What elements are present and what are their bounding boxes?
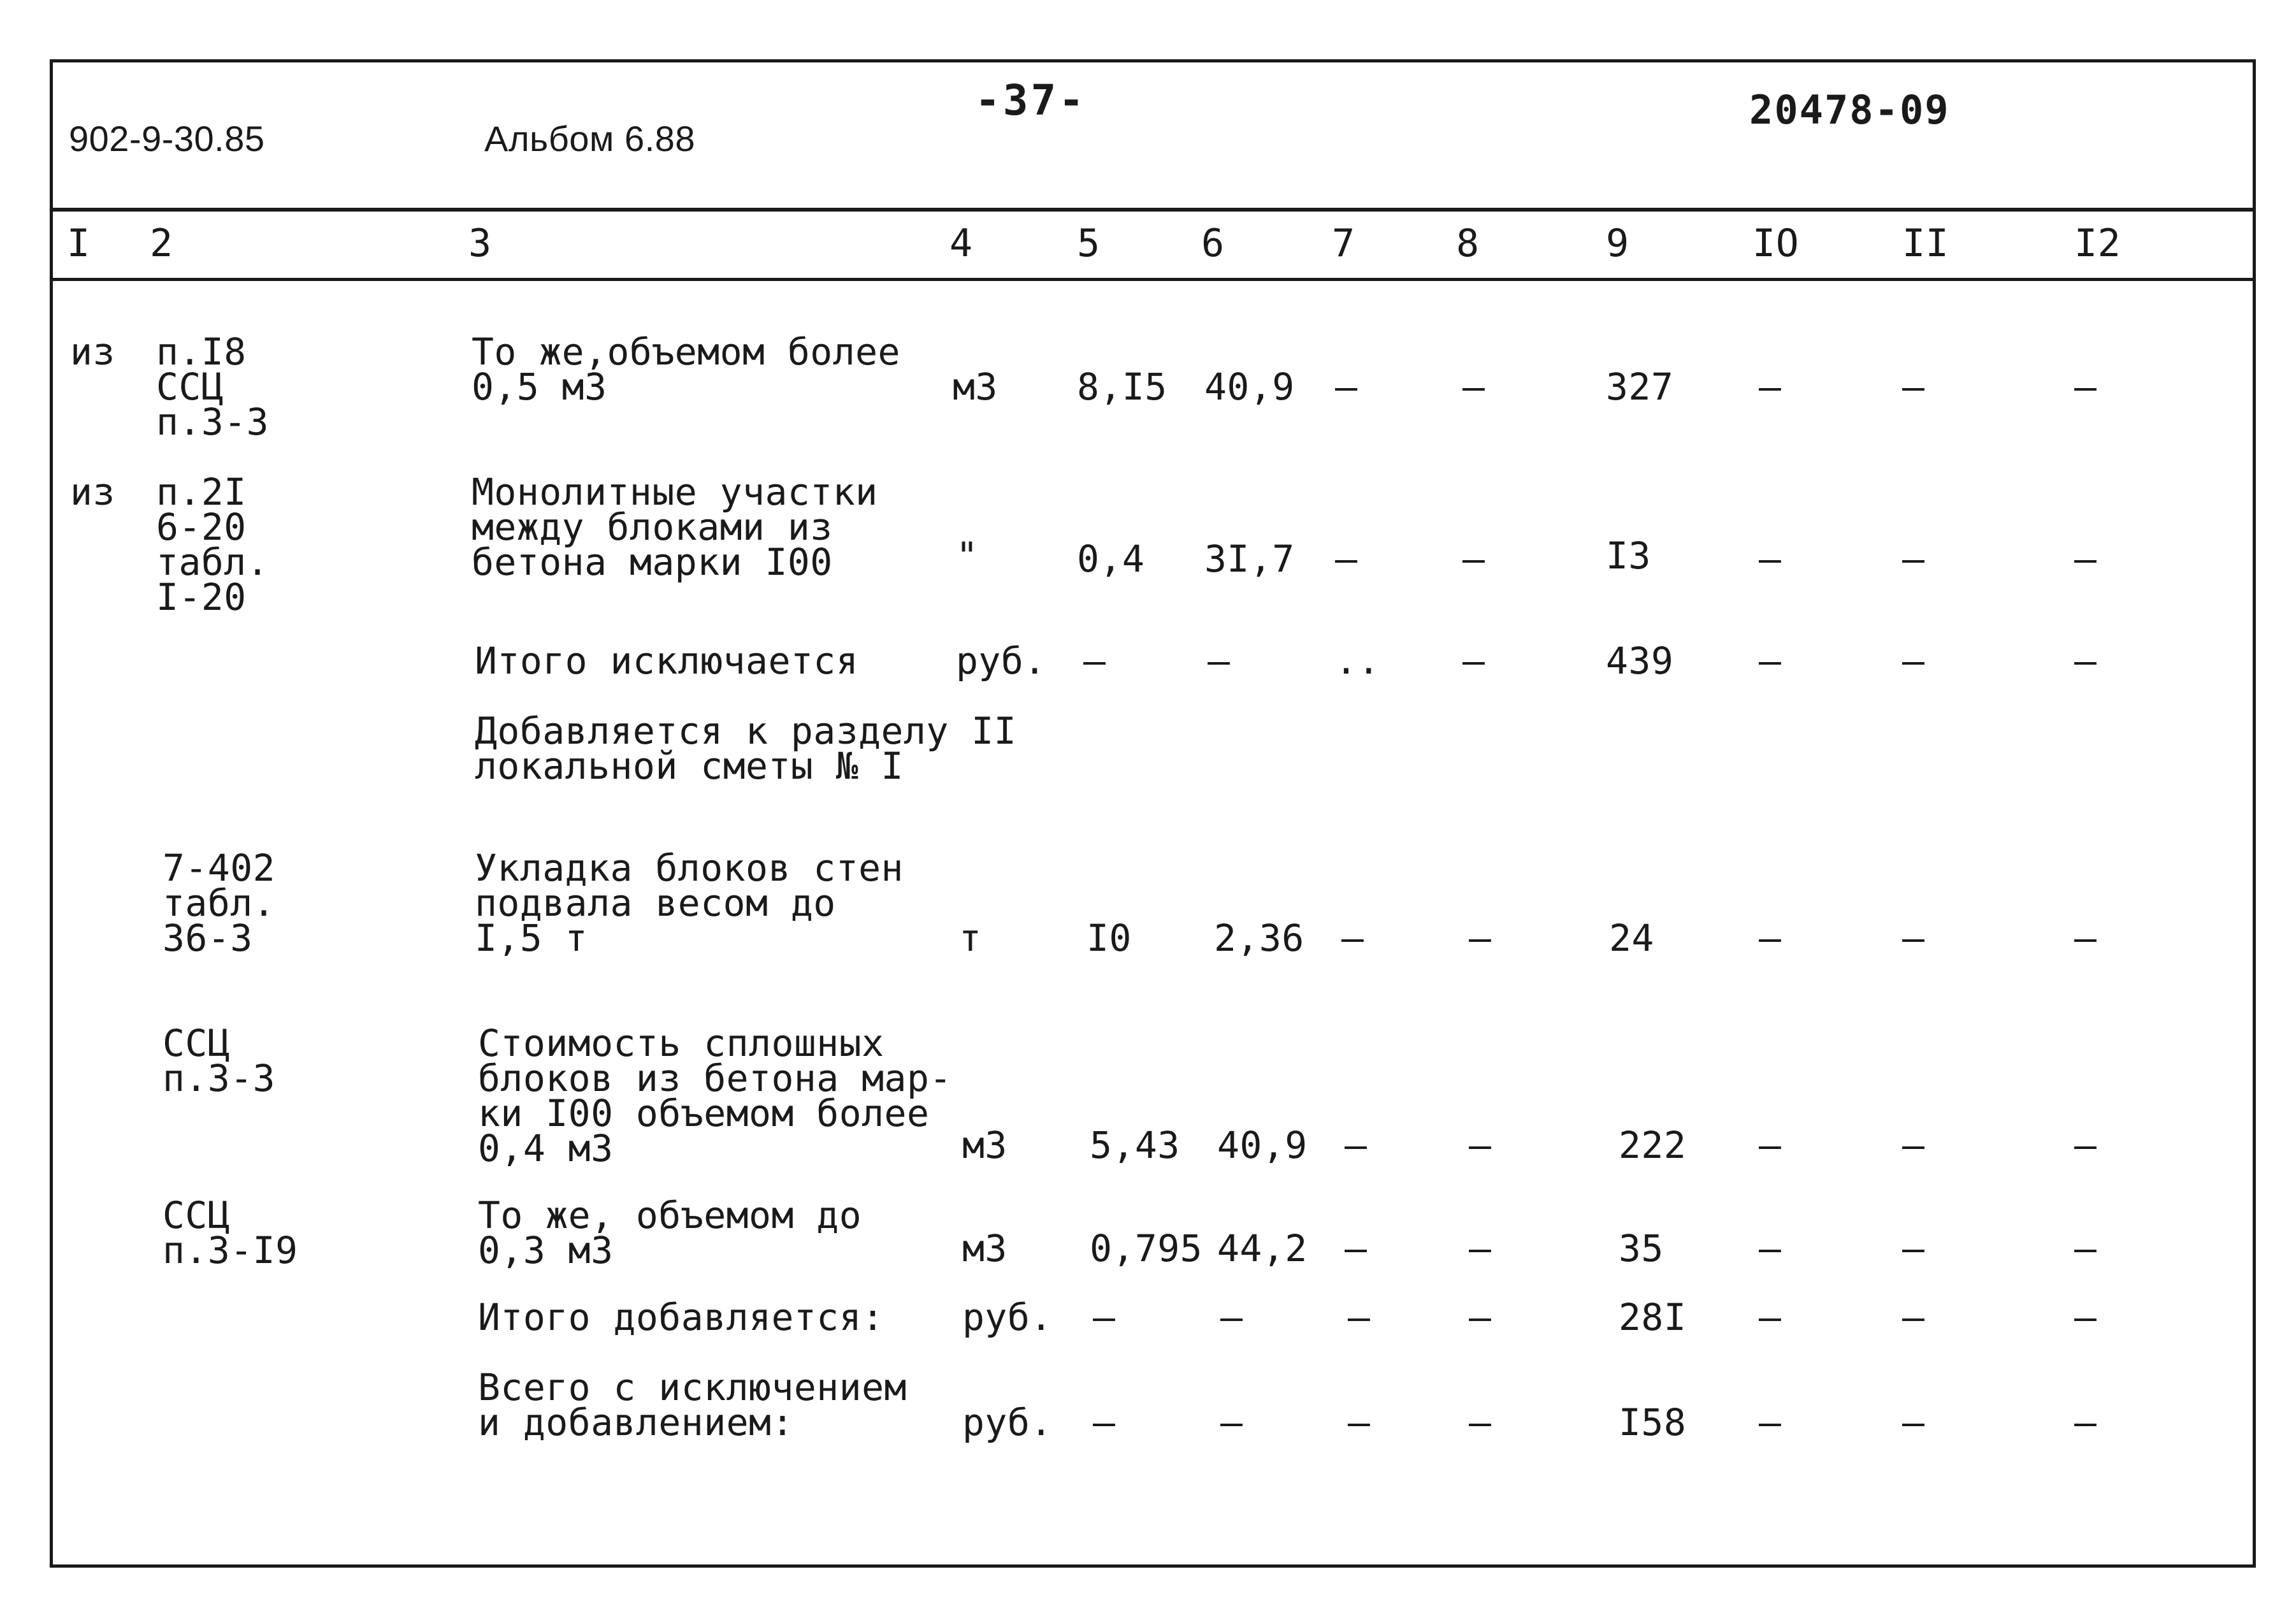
row-2-col11: – [1902,639,1925,683]
doc-code: 902-9-30.85 [69,119,265,159]
row-8-col7: – [1348,1401,1371,1444]
row-6-col8: – [1469,1227,1492,1270]
row-5-unit-price: 40,9 [1217,1123,1308,1167]
row-5-reference: ССЦ п.3-3 [162,1022,276,1100]
row-7-unit: руб. [962,1296,1053,1339]
row-2-description: Итого исключается [475,639,859,683]
page-number: -37- [975,76,1087,125]
row-6-description: То же, объемом до 0,3 м3 [478,1194,862,1272]
row-5-total-cost: 222 [1619,1123,1687,1167]
row-0-reference: п.I8 ССЦ п.3-3 [156,330,270,444]
column-number-12: I2 [2074,221,2121,266]
row-8-col10: – [1759,1401,1782,1444]
row-5-quantity: 5,43 [1090,1123,1180,1167]
column-number-8: 8 [1456,221,1480,266]
column-number-4: 4 [949,221,973,266]
row-4-total-cost: 24 [1609,916,1654,960]
row-7-description: Итого добавляется: [478,1296,884,1339]
column-number-5: 5 [1077,221,1101,266]
row-1-reference: п.2I 6-20 табл. I-20 [156,470,270,619]
page-frame [50,59,2256,1568]
row-7-col12: – [2074,1296,2097,1339]
row-1-description: Монолитные участки между блоками из бетона марки I00 [472,470,878,584]
row-2-unit: руб. [956,639,1046,683]
column-number-6: 6 [1201,221,1225,266]
row-1-unit-price: 3I,7 [1204,537,1295,581]
row-0-description: То же,объемом более 0,5 м3 [472,330,900,408]
row-1-col12: – [2074,537,2097,581]
row-6-unit-price: 44,2 [1217,1227,1308,1270]
header-rule [50,208,2256,212]
row-5-description: Стоимость сплошных блоков из бетона мар- ки I00 объемом более 0,4 м3 [478,1022,952,1170]
column-number-1: I [67,221,90,266]
row-7-col7: – [1348,1296,1371,1339]
row-6-col11: – [1902,1227,1925,1270]
row-5-col7: – [1345,1123,1368,1167]
row-6-col10: – [1759,1227,1782,1270]
column-number-7: 7 [1332,221,1355,266]
row-7-quantity: – [1093,1296,1116,1339]
row-1-col7: – [1335,537,1358,581]
row-1-total-cost: I3 [1606,534,1651,577]
row-8-unit-price: – [1220,1401,1243,1444]
row-5-col12: – [2074,1123,2097,1167]
album-label: Альбом 6.88 [484,119,695,159]
row-8-quantity: – [1093,1401,1116,1444]
row-0-unit: м3 [953,365,998,408]
row-4-reference: 7-402 табл. 36-3 [162,846,276,960]
row-4-col12: – [2074,916,2097,960]
row-0-col12: – [2074,365,2097,408]
row-5-col10: – [1759,1123,1782,1167]
row-4-unit: т [959,916,982,960]
row-0-col8: – [1462,365,1485,408]
column-number-11: II [1902,221,1949,266]
column-number-9: 9 [1606,221,1629,266]
row-0-unit-price: 40,9 [1204,365,1295,408]
inventory-number: 20478-09 [1749,87,1950,133]
row-0-total-cost: 327 [1606,365,1674,408]
row-2-unit-price: – [1208,639,1231,683]
row-4-col7: – [1341,916,1364,960]
row-3-section-heading: Добавляется к разделу II локальной сметы № I [475,709,1017,788]
row-6-unit: м3 [962,1227,1007,1270]
row-2-col10: – [1759,639,1782,683]
row-8-description: Всего с исключением и добавлением: [478,1366,907,1444]
row-1-col10: – [1759,537,1782,581]
row-2-col12: – [2074,639,2097,683]
row-4-unit-price: 2,36 [1214,916,1304,960]
row-6-col12: – [2074,1227,2097,1270]
row-7-total-cost: 28I [1619,1296,1687,1339]
row-6-reference: ССЦ п.3-I9 [162,1194,298,1272]
row-5-col8: – [1469,1123,1492,1167]
row-4-col11: – [1902,916,1925,960]
row-2-col8: – [1462,639,1485,683]
row-7-unit-price: – [1220,1296,1243,1339]
row-4-col8: – [1469,916,1492,960]
row-5-col11: – [1902,1123,1925,1167]
row-0-col7: – [1335,365,1358,408]
row-1-col11: – [1902,537,1925,581]
row-8-col11: – [1902,1401,1925,1444]
row-6-total-cost: 35 [1619,1227,1664,1270]
row-4-col10: – [1759,916,1782,960]
row-8-col8: – [1469,1401,1492,1444]
row-2-total-cost: 439 [1606,639,1674,683]
row-8-total-cost: I58 [1619,1401,1687,1444]
row-8-col12: – [2074,1401,2097,1444]
row-7-col8: – [1469,1296,1492,1339]
row-1-excl-mark: из [70,470,115,514]
row-2-quantity: – [1083,639,1106,683]
row-0-col10: – [1759,365,1782,408]
row-4-description: Укладка блоков стен подвала весом до I,5 т [475,846,904,960]
row-6-quantity: 0,795 [1090,1227,1203,1270]
column-numbers-rule [50,278,2256,281]
column-number-2: 2 [150,221,173,266]
column-number-3: 3 [468,221,492,266]
row-4-quantity: I0 [1087,916,1132,960]
row-6-col7: – [1345,1227,1368,1270]
row-0-quantity: 8,I5 [1077,365,1167,408]
column-number-10: IO [1752,221,1800,266]
row-7-col10: – [1759,1296,1782,1339]
row-1-col8: – [1462,537,1485,581]
row-8-unit: руб. [962,1401,1053,1444]
row-1-unit: " [956,534,979,577]
row-2-col7: .. [1335,639,1380,683]
row-5-unit: м3 [962,1123,1007,1167]
row-7-col11: – [1902,1296,1925,1339]
row-1-quantity: 0,4 [1077,537,1145,581]
row-0-col11: – [1902,365,1925,408]
row-0-excl-mark: из [70,330,115,373]
